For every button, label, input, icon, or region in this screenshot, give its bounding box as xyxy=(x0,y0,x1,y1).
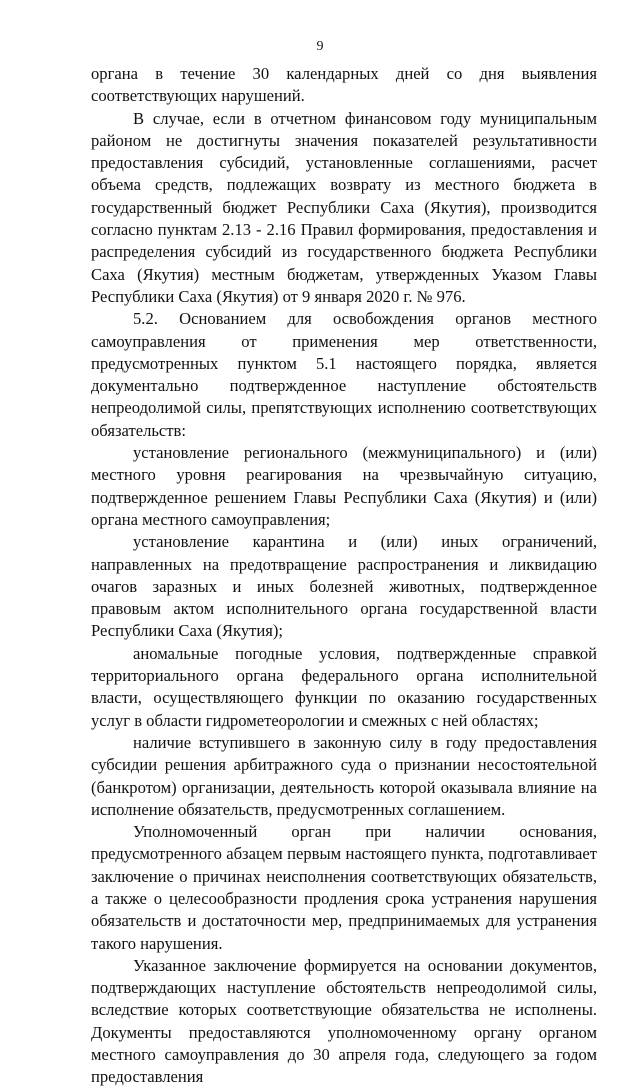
paragraph: Указанное заключение формируется на основании документов, подтверждающих наступление обстоятельств непреодолимой силы, вследствие которых соответствующие обязательства не исполнены. Документы предоставляются уполномоченному органу органом местного самоуправления до 30 апреля года, следующего за годом предоставления xyxy=(91,955,597,1087)
page-number: 9 xyxy=(316,39,324,54)
paragraph: В случае, если в отчетном финансовом году муниципальным районом не достигнуты значения показателей результативности предоставления субсидий, установленные соглашениями, расчет объема средств, подлежащих возврату из местного бюджета в государственный бюджет Республики Саха (Якутия), производится согласно пунктам 2.13 - 2.16 Правил формирования, предоставления и распределения субсидий из государственного бюджета Республики Саха (Якутия) местным бюджетам, утвержденных Указом Главы Республики Саха (Якутия) от 9 января 2020 г. № 976. xyxy=(91,108,597,306)
paragraph: органа в течение 30 календарных дней со дня выявления соответствующих нарушений. xyxy=(91,64,597,106)
paragraph: наличие вступившего в законную силу в году предоставления субсидии решения арбитражного суда о признании несостоятельной (банкротом) организации, деятельность которой оказывала влияние на исполнение обязательств, предусмотренных соглашением. xyxy=(91,732,597,819)
paragraph: аномальные погодные условия, подтвержденные справкой территориального органа федерального органа исполнительной власти, осуществляющего функции по оказанию государственных услуг в области гидрометеорологии и смежных с ней областях; xyxy=(91,643,597,730)
document-body xyxy=(91,63,597,1089)
paragraph: Уполномоченный орган при наличии основания, предусмотренного абзацем первым настоящего пункта, подготавливает заключение о причинах неисполнения соответствующих обязательств, а также о целесообразности продления срока устранения нарушения обязательств и достаточности мер, предпринимаемых для устранения такого нарушения. xyxy=(91,822,597,953)
paragraph: установление регионального (межмуниципального) и (или) местного уровня реагирования на чрезвычайную ситуацию, подтвержденное решением Главы Республики Саха (Якутия) и (или) органа местного самоуправления; xyxy=(91,443,597,529)
paragraph: 5.2. Основанием для освобождения органов местного самоуправления от применения мер ответственности, предусмотренных пунктом 5.1 настоящего порядка, является документально подтвержденное наступление обстоятельств непреодолимой силы, препятствующих исполнению соответствующих обязательств: xyxy=(91,309,597,440)
paragraph: установление карантина и (или) иных ограничений, направленных на предотвращение распространения и ликвидацию очагов заразных и иных болезней животных, подтвержденное правовым актом исполнительного органа государственной власти Республики Саха (Якутия); xyxy=(91,532,597,641)
